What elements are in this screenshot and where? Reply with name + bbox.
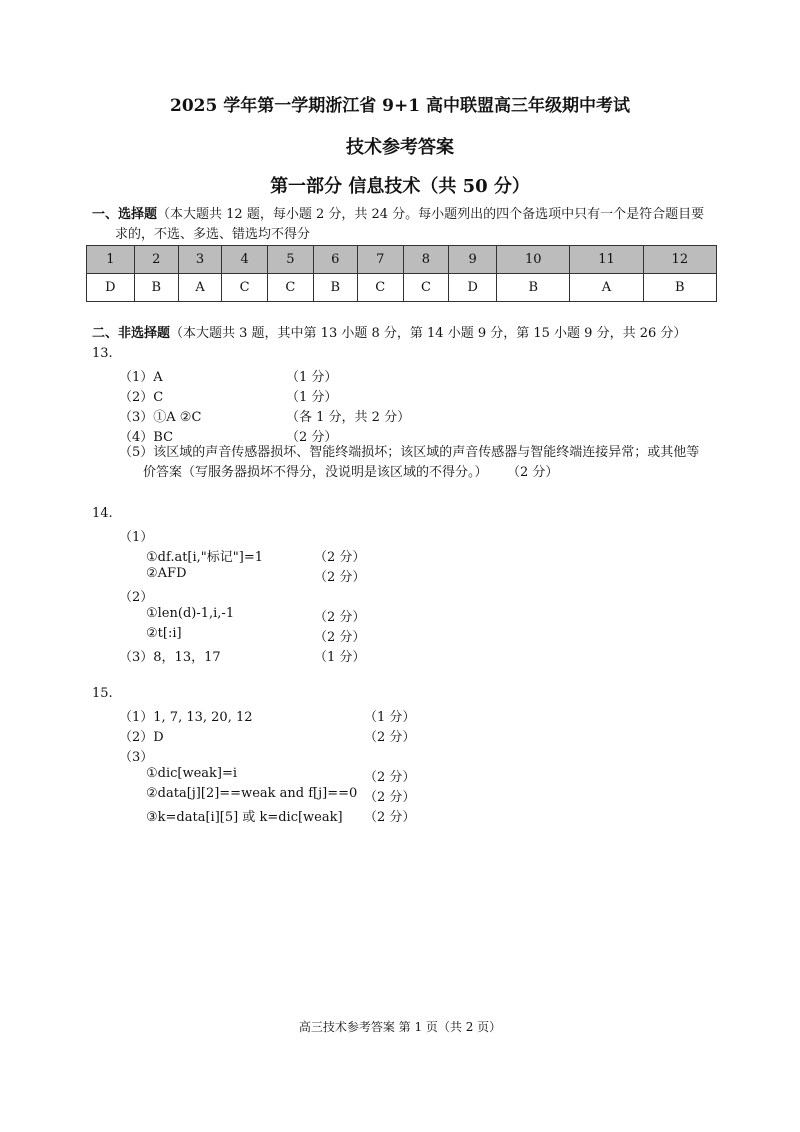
mc-number: 3 — [178, 246, 221, 274]
mc-answer: C — [357, 274, 403, 302]
mc-answer: D — [449, 274, 497, 302]
q14-number: 14. — [92, 506, 113, 521]
part-title: 第一部分 信息技术（共 50 分） — [270, 176, 530, 197]
mc-answer: B — [497, 274, 570, 302]
mc-answer: D — [87, 274, 135, 302]
q13-score-5: （2 分） — [513, 465, 559, 480]
q14-part1-answer-1: ①df.at[i,"标记"]=1 — [146, 550, 263, 565]
q13-score-2: （1 分） — [286, 390, 338, 405]
q13-number: 13. — [92, 346, 113, 361]
q14-part2-score-2: （2 分） — [314, 630, 366, 645]
q15-part3-answer-2: ②data[j][2]==weak and f[j]==0 — [146, 786, 358, 801]
q13-score-1: （1 分） — [286, 370, 338, 385]
q14-part1-label: （1） — [119, 530, 154, 545]
q15-part3-label: （3） — [119, 750, 154, 765]
exam-title: 2025 学年第一学期浙江省 9+1 高中联盟高三年级期中考试 — [170, 96, 630, 116]
mc-answer: B — [313, 274, 357, 302]
q14-part2-answer-1: ①len(d)-1,i,-1 — [146, 606, 235, 621]
section1-desc-line1: （本大题共 12 题，每小题 2 分，共 24 分。每小题列出的四个备选项中只有一个是符合题目要 — [157, 207, 705, 222]
mc-answer: C — [268, 274, 314, 302]
q14-part1-score-2: （2 分） — [314, 570, 366, 585]
mc-answer: A — [570, 274, 643, 302]
mc-number: 6 — [313, 246, 357, 274]
q14-part3-score: （1 分） — [314, 650, 366, 665]
q14-part1-score-1: （2 分） — [314, 550, 366, 565]
section1-label: 一、选择题 — [92, 207, 158, 222]
section2-desc: （本大题共 3 题，其中第 13 小题 8 分，第 14 小题 9 分，第 15 小题 9 分，共 26 分） — [170, 326, 687, 341]
mc-number: 2 — [134, 246, 178, 274]
q15-part3-score-2: （2 分） — [364, 790, 416, 805]
mc-answer-row — [87, 274, 717, 302]
mc-number: 10 — [497, 246, 570, 274]
q15-part2-score: （2 分） — [364, 730, 416, 745]
q15-part1-answer: （1）1, 7, 13, 20, 12 — [119, 710, 253, 725]
page-footer: 高三技术参考答案 第 1 页（共 2 页） — [298, 1020, 502, 1034]
mc-answer: B — [643, 274, 716, 302]
q13-answer-2: （2）C — [119, 390, 164, 405]
q14-part2-score-1: （2 分） — [314, 610, 366, 625]
q15-part3-score-3: （2 分） — [364, 810, 416, 825]
mc-answer: B — [134, 274, 178, 302]
q14-part2-answer-2: ②t[:i] — [146, 626, 182, 641]
q13-score-4: （2 分） — [286, 430, 338, 445]
q15-part3-score-1: （2 分） — [364, 770, 416, 785]
q14-part1-answer-2: ②AFD — [146, 566, 187, 581]
q14-part3-answer: （3）8，13，17 — [119, 650, 221, 665]
mc-number: 9 — [449, 246, 497, 274]
q13-answer-5-line2: 价答案（写服务器损坏不得分，没说明是该区域的不得分。） — [143, 465, 488, 480]
mc-number: 5 — [268, 246, 314, 274]
section2-intro — [92, 324, 732, 344]
q13-answer-4: （4）BC — [119, 430, 174, 445]
mc-number-row — [87, 246, 717, 274]
document-title: 技术参考答案 — [346, 137, 454, 158]
mc-number: 12 — [643, 246, 716, 274]
mc-number: 1 — [87, 246, 135, 274]
mc-number: 4 — [222, 246, 268, 274]
q15-part3-answer-3: ③k=data[i][5] 或 k=dic[weak] — [146, 810, 343, 825]
q15-part1-score: （1 分） — [364, 710, 416, 725]
q14-part2-label: （2） — [119, 590, 154, 605]
mc-answer: A — [178, 274, 221, 302]
mc-answer: C — [222, 274, 268, 302]
q15-number: 15. — [92, 686, 113, 701]
q13-answer-5-line2-row — [119, 463, 714, 483]
q15-part3-answer-1: ①dic[weak]=i — [146, 766, 238, 781]
q13-answer-1: （1）A — [119, 370, 163, 385]
mc-number: 8 — [403, 246, 449, 274]
mc-number: 11 — [570, 246, 643, 274]
q13-answer-5-line1: （5）该区域的声音传感器损坏、智能终端损坏；该区域的声音传感器与智能终端连接异常；或其他等 — [119, 445, 700, 460]
mc-answer-table — [86, 245, 717, 302]
q15-part2-answer: （2）D — [119, 730, 164, 745]
mc-number: 7 — [357, 246, 403, 274]
section2-label: 二、非选择题 — [92, 326, 171, 341]
q13-answer-3: （3）①A ②C — [119, 410, 202, 425]
q13-score-3: （各 1 分，共 2 分） — [286, 410, 411, 425]
q13-answer-5 — [119, 443, 714, 483]
section1-intro — [92, 205, 722, 245]
section1-desc-line2: 求的，不选、多选、错选均不得分 — [115, 227, 311, 242]
mc-answer: C — [403, 274, 449, 302]
